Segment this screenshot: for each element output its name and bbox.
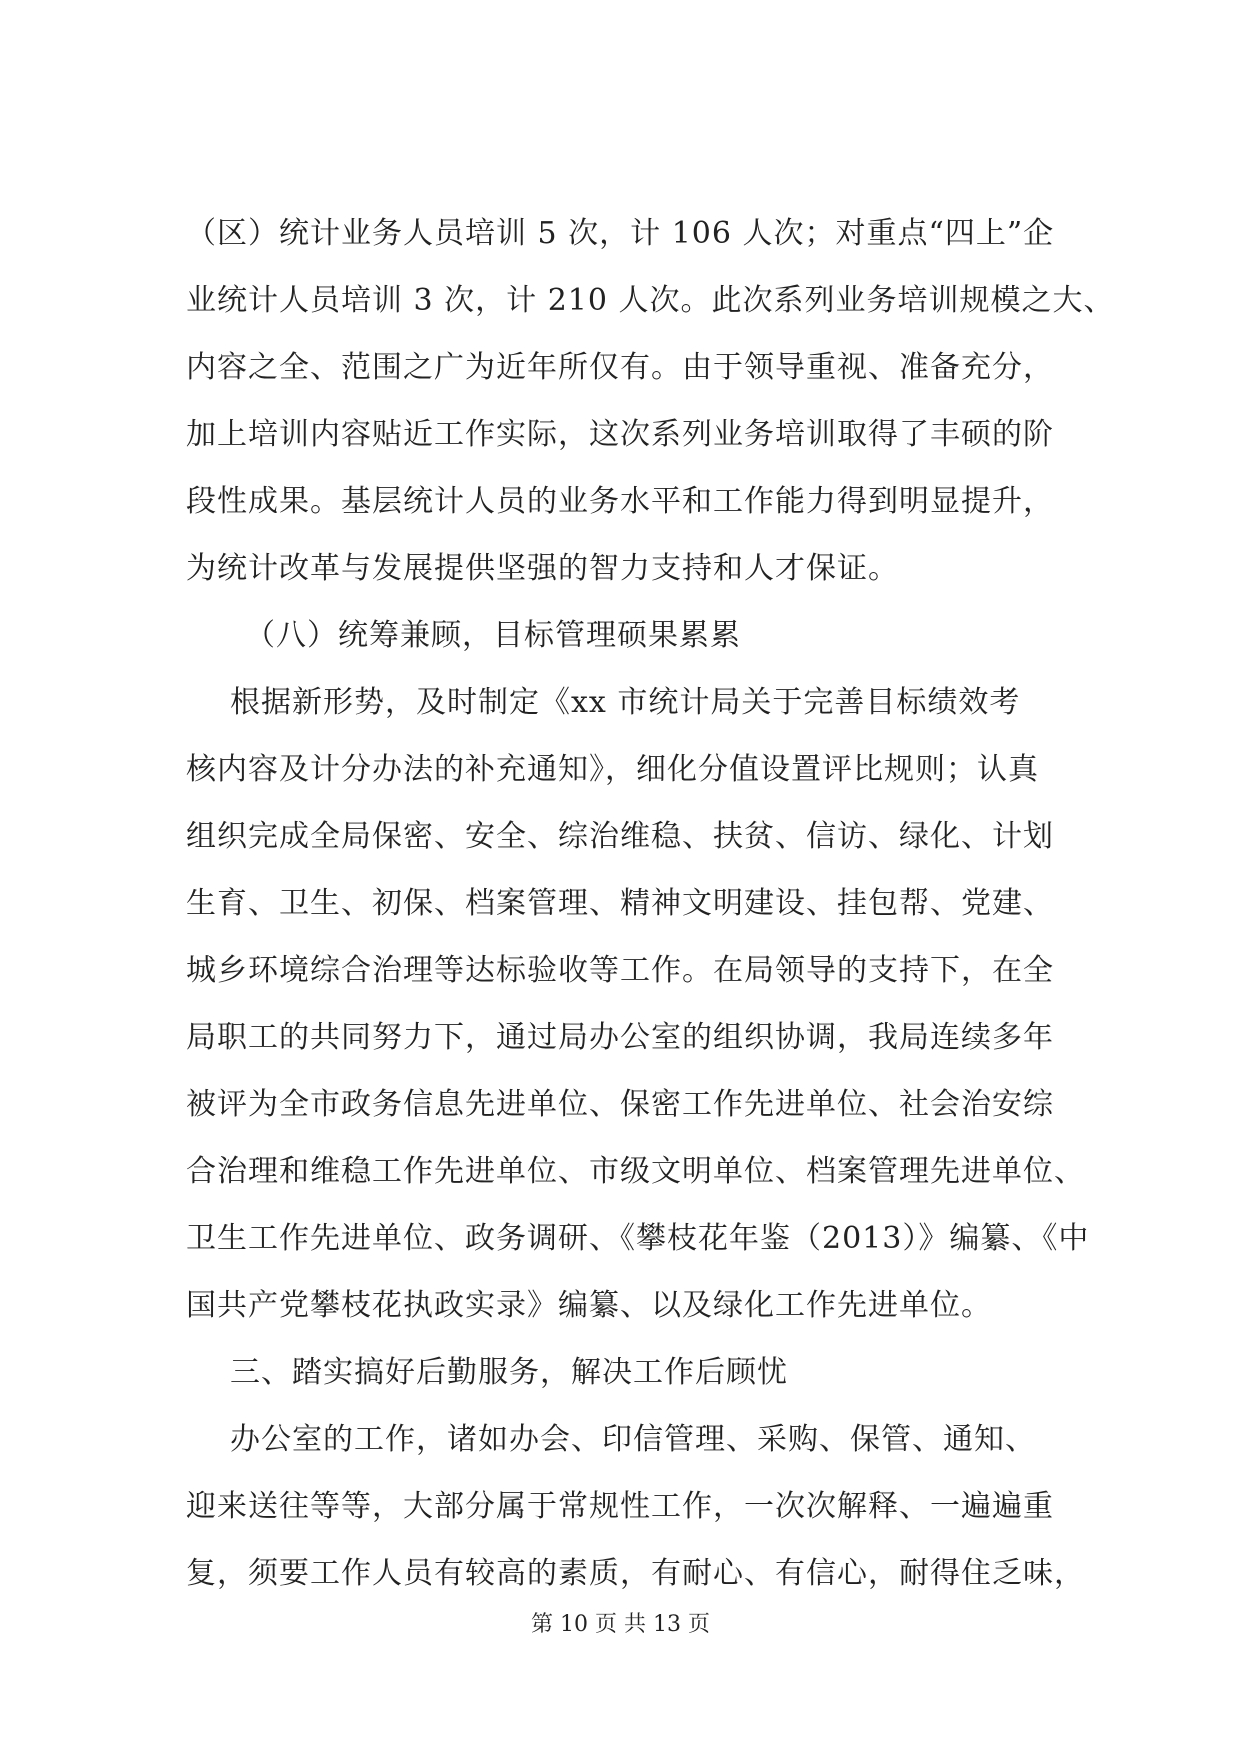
text-line: 合治理和维稳工作先进单位、市级文明单位、档案管理先进单位、 [186,1154,1085,1189]
text-line: 段性成果。基层统计人员的业务水平和工作能力得到明显提升， [186,484,1054,519]
paragraph-start: 办公室的工作，诸如办会、印信管理、采购、保管、通知、 [230,1422,1036,1457]
section-heading: （八）统筹兼顾，目标管理硕果累累 [245,618,741,653]
text-line: 迎来送往等等，大部分属于常规性工作，一次次解释、一遍遍重 [186,1489,1054,1524]
text-line: 内容之全、范围之广为近年所仅有。由于领导重视、准备充分， [186,350,1054,385]
text-line: 城乡环境综合治理等达标验收等工作。在局领导的支持下，在全 [186,953,1054,988]
text-line: 局职工的共同努力下，通过局办公室的组织协调，我局连续多年 [186,1020,1054,1055]
text-line: 被评为全市政务信息先进单位、保密工作先进单位、社会治安综 [186,1087,1054,1122]
text-line: 卫生工作先进单位、政务调研、《攀枝花年鉴（2013）》编纂、《中 [186,1221,1090,1256]
text-line: 组织完成全局保密、安全、综治维稳、扶贫、信访、绿化、计划 [186,819,1054,854]
text-line: （区）统计业务人员培训 5 次，计 106 人次；对重点“四上”企 [186,216,1055,251]
text-line: 加上培训内容贴近工作实际，这次系列业务培训取得了丰硕的阶 [186,417,1054,452]
text-line: 核内容及计分办法的补充通知》，细化分值设置评比规则；认真 [186,752,1039,787]
paragraph-start: 根据新形势，及时制定《xx 市统计局关于完善目标绩效考 [230,685,1021,720]
text-line: 生育、卫生、初保、档案管理、精神文明建设、挂包帮、党建、 [186,886,1054,921]
page-number-footer: 第 10 页 共 13 页 [531,1612,710,1637]
text-line: 复，须要工作人员有较高的素质，有耐心、有信心，耐得住乏味， [186,1556,1085,1591]
section-heading: 三、踏实搞好后勤服务，解决工作后顾忧 [230,1355,788,1390]
text-line: 为统计改革与发展提供坚强的智力支持和人才保证。 [186,551,899,586]
text-line: 国共产党攀枝花执政实录》编纂、以及绿化工作先进单位。 [186,1288,992,1323]
text-line: 业统计人员培训 3 次，计 210 人次。此次系列业务培训规模之大、 [186,283,1115,318]
